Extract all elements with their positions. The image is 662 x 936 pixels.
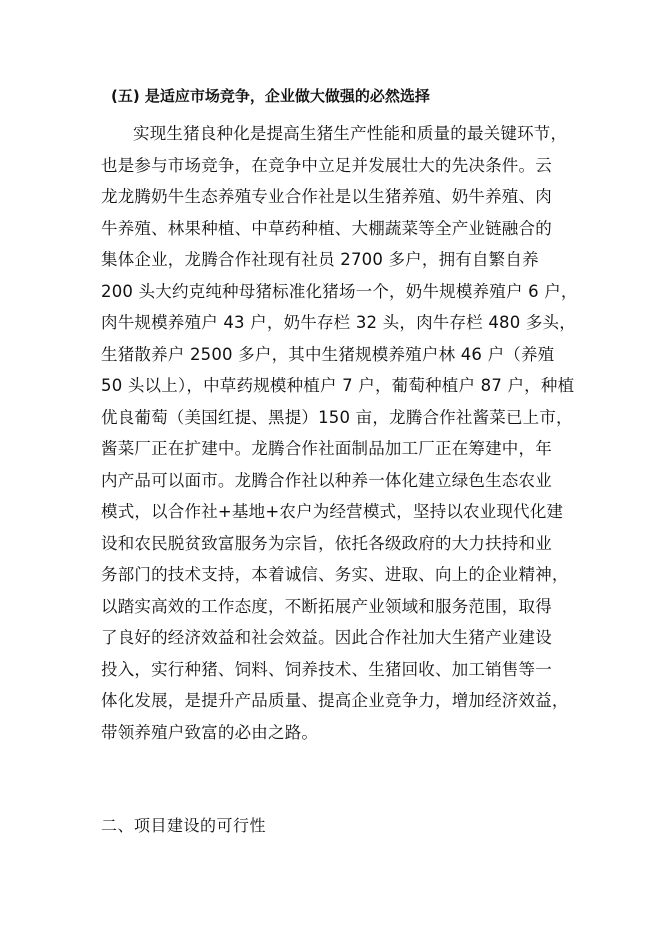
paragraph-line: 龙龙腾奶牛生态养殖专业合作社是以生猪养殖、奶牛养殖、肉: [101, 187, 552, 206]
paragraph-line: 酱菜厂正在扩建中。龙腾合作社面制品加工厂正在筹建中，年: [101, 439, 552, 458]
paragraph-line: 优良葡萄（美国红提、黑提）150 亩，龙腾合作社酱菜已上市，: [101, 407, 573, 427]
paragraph-line: 带领养殖户致富的必由之路。: [101, 722, 319, 742]
paragraph-line: 体化发展，是提升产品质量、提高企业竞争力，增加经济效益，: [101, 691, 569, 710]
paragraph-line: 200 头大约克纯种母猪标准化猪场一个，奶牛规模养殖户 6 户，: [101, 281, 578, 301]
paragraph-line: 投入，实行种猪、饲料、饲养技术、生猪回收、加工销售等一: [101, 659, 552, 679]
paragraph-line: 模式，以合作社+基地+农户为经营模式，坚持以农业现代化建: [101, 502, 564, 521]
paragraph-line: 肉牛规模养殖户 43 户，奶牛存栏 32 头，肉牛存栏 480 多头，: [101, 313, 576, 332]
paragraph-line: 50 头以上），中草药规模种植户 7 户，葡萄种植户 87 户，种植: [101, 376, 575, 395]
body-paragraph: [101, 118, 578, 748]
paragraph-line: 也是参与市场竞争，在竞争中立足并发展壮大的先决条件。云: [101, 155, 552, 175]
paragraph-line: 了良好的经济效益和社会效益。因此合作社加大生猪产业建设: [101, 628, 552, 647]
chapter-heading: 二、项目建设的可行性: [101, 816, 267, 835]
paragraph-line: 以踏实高效的工作态度，不断拓展产业领域和服务范围，取得: [101, 596, 552, 616]
paragraph-line: 设和农民脱贫致富服务为宗旨，依托各级政府的大力扶持和业: [101, 533, 552, 553]
paragraph-line: 实现生猪良种化是提高生猪生产性能和质量的最关键环节，: [133, 124, 568, 143]
paragraph-line: 集体企业，龙腾合作社现有社员 2700 多户，拥有自繁自养: [101, 250, 539, 269]
paragraph-line: 牛养殖、林果种植、中草药种植、大棚蔬菜等全产业链融合的: [101, 218, 552, 238]
paragraph-line: 生猪散养户 2500 多户，其中生猪规模养殖户林 46 户（养殖: [101, 344, 555, 364]
paragraph-line: 务部门的技术支持，本着诚信、务实、进取、向上的企业精神，: [101, 565, 569, 584]
section-heading: (五) 是适应市场竞争，企业做大做强的必然选择: [111, 87, 430, 105]
paragraph-line: 内产品可以面市。龙腾合作社以种养一体化建立绿色生态农业: [101, 470, 552, 490]
